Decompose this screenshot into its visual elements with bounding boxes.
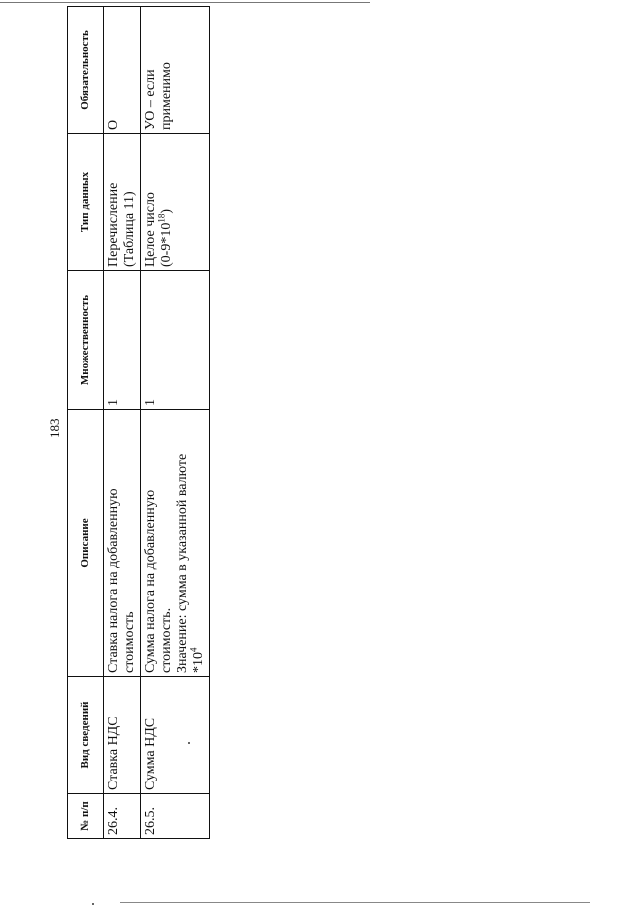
header-obligation: Обязательность	[68, 7, 104, 134]
page-number: 183	[47, 418, 62, 438]
scan-edge-top	[0, 2, 370, 3]
table-header-row	[68, 7, 104, 839]
cell-multiplicity: 1	[104, 271, 141, 410]
obligation-line: УО – если	[143, 69, 158, 130]
description-line: Сумма налога на добавленную	[143, 489, 158, 673]
description-line	[188, 413, 207, 673]
obligation-line: О	[106, 119, 121, 130]
data-table	[67, 6, 210, 839]
cell-description	[141, 410, 210, 677]
type-close: )	[159, 209, 174, 214]
scan-edge-bottom	[120, 902, 590, 903]
cell-data-type	[141, 134, 210, 271]
cell-obligation	[104, 7, 141, 134]
table-row	[104, 7, 141, 839]
table-row	[141, 7, 210, 839]
data-table-rotated	[67, 30, 206, 839]
description-base: *10	[191, 652, 206, 673]
obligation-line: применимо	[159, 62, 174, 130]
description-line: стоимость.	[159, 607, 174, 673]
cell-name: Ставка НДС	[104, 677, 141, 794]
cell-num: 26.5.	[141, 794, 210, 839]
cell-data-type	[104, 134, 141, 271]
description-exponent: 4	[188, 647, 199, 652]
type-line	[156, 137, 175, 267]
header-data-type: Тип данных	[68, 134, 104, 271]
cell-obligation	[141, 7, 210, 134]
header-num: № п/п	[68, 794, 104, 839]
header-multiplicity: Множественность	[68, 271, 104, 410]
header-description: Описание	[68, 410, 104, 677]
description-line: стоимость	[122, 611, 137, 673]
type-line: (Таблица 11)	[122, 191, 137, 267]
cell-multiplicity: 1	[141, 271, 210, 410]
type-line: Целое число	[143, 192, 158, 267]
type-line: Перечисление	[106, 182, 121, 267]
type-base: (0-9*10	[159, 222, 174, 267]
description-line: Значение: сумма в указанной валюте	[175, 453, 190, 673]
header-name: Вид сведений	[68, 677, 104, 794]
description-line: Ставка налога на добавленную	[106, 488, 121, 673]
cell-description	[104, 410, 141, 677]
cell-num: 26.4.	[104, 794, 141, 839]
cell-name: Сумма НДС	[141, 677, 210, 794]
type-exponent: 18	[156, 213, 167, 223]
